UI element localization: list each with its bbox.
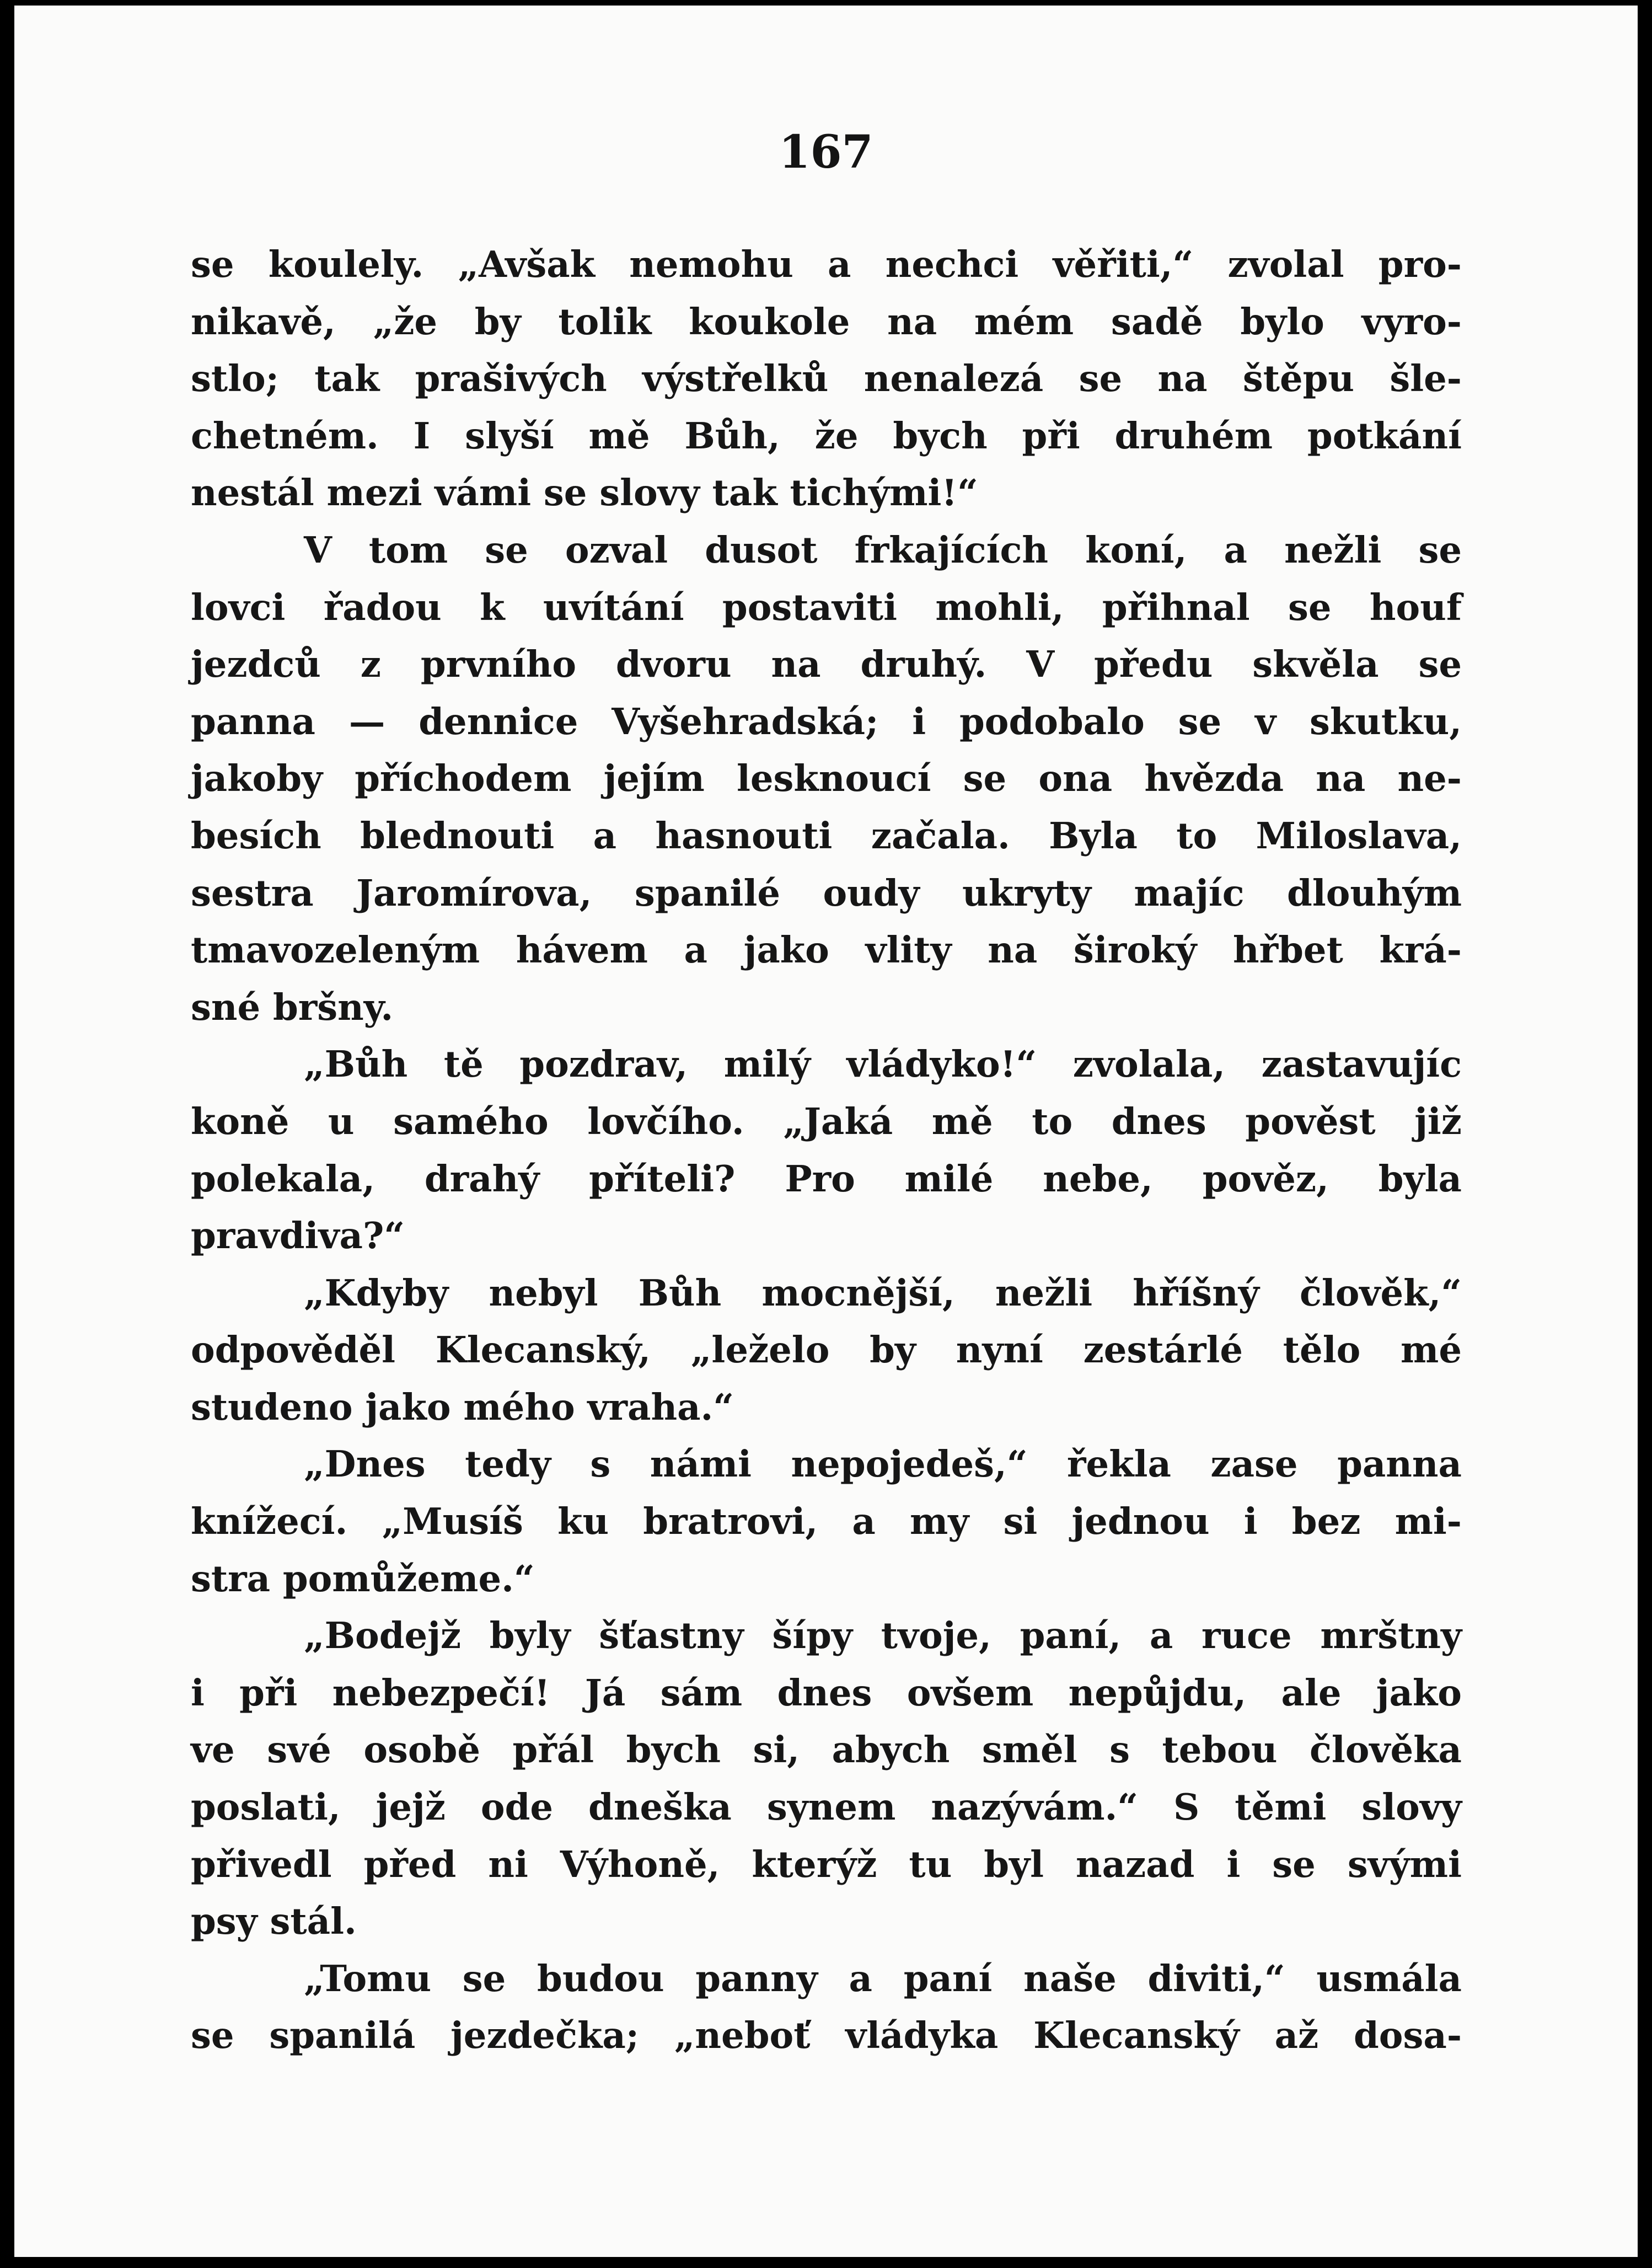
text-line: besích blednouti a hasnouti začala. Byla to Miloslava, xyxy=(191,814,1462,857)
text-line: přivedl před ni Výhoně, kterýž tu byl nazad i se svými xyxy=(191,1843,1462,1886)
text-line: jakoby příchodem jejím lesknoucí se ona hvězda na ne- xyxy=(191,757,1462,800)
text-line: chetném. I slyší mě Bůh, že bych při druhém potkání xyxy=(191,414,1462,457)
text-line: „Bůh tě pozdrav, milý vládyko!“ zvolala, zastavujíc xyxy=(304,1043,1462,1086)
text-line: nikavě, „že by tolik koukole na mém sadě bylo vyro- xyxy=(191,300,1462,343)
book-page xyxy=(14,6,1638,2257)
text-line: stra pomůžeme.“ xyxy=(191,1557,535,1600)
text-line: „Tomu se budou panny a paní naše diviti,“ usmála xyxy=(304,1957,1462,2000)
text-line: polekala, drahý příteli? Pro milé nebe, pověz, byla xyxy=(191,1157,1462,1200)
text-line: stlo; tak prašivých výstřelků nenalezá se na štěpu šle- xyxy=(191,357,1462,400)
text-line: koně u samého lovčího. „Jaká mě to dnes pověst již xyxy=(191,1100,1462,1143)
text-line: ve své osobě přál bych si, abych směl s tebou člověka xyxy=(191,1729,1462,1772)
text-line: psy stál. xyxy=(191,1900,357,1943)
text-line: studeno jako mého vraha.“ xyxy=(191,1386,734,1429)
text-line: i při nebezpečí! Já sám dnes ovšem nepůjdu, ale jako xyxy=(191,1671,1462,1714)
text-line: V tom se ozval dusot frkajících koní, a nežli se xyxy=(304,528,1462,571)
text-line: nestál mezi vámi se slovy tak tichými!“ xyxy=(191,472,978,515)
text-line: knížecí. „Musíš ku bratrovi, a my si jednou i bez mi- xyxy=(191,1500,1462,1543)
text-line: lovci řadou k uvítání postaviti mohli, přihnal se houf xyxy=(191,586,1462,629)
text-line: „Dnes tedy s námi nepojedeš,“ řekla zase panna xyxy=(304,1443,1462,1486)
text-line: se spanilá jezdečka; „neboť vládyka Klecanský až dosa- xyxy=(191,2014,1462,2057)
text-line: sestra Jaromírova, spanilé oudy ukryty majíc dlouhým xyxy=(191,871,1462,914)
text-line: „Kdyby nebyl Bůh mocnější, nežli hříšný člověk,“ xyxy=(304,1271,1462,1314)
text-body xyxy=(191,236,1462,2064)
text-line: sné bršny. xyxy=(191,986,394,1029)
text-line: se koulely. „Avšak nemohu a nechci věřiti,“ zvolal pro- xyxy=(191,243,1462,286)
text-line: tmavozeleným hávem a jako vlity na široký hřbet krá- xyxy=(191,929,1462,972)
text-line: „Bodejž byly šťastny šípy tvoje, paní, a ruce mrštny xyxy=(304,1614,1462,1657)
text-line: pravdiva?“ xyxy=(191,1215,405,1258)
text-line: jezdců z prvního dvoru na druhý. V předu skvěla se xyxy=(191,643,1462,686)
page-number: 167 xyxy=(779,126,873,179)
text-line: odpověděl Klecanský, „leželo by nyní zestárlé tělo mé xyxy=(191,1329,1462,1372)
text-line: poslati, jejž ode dneška synem nazývám.“ S těmi slovy xyxy=(191,1786,1462,1829)
text-line: panna — dennice Vyšehradská; i podobalo se v skutku, xyxy=(191,700,1462,743)
